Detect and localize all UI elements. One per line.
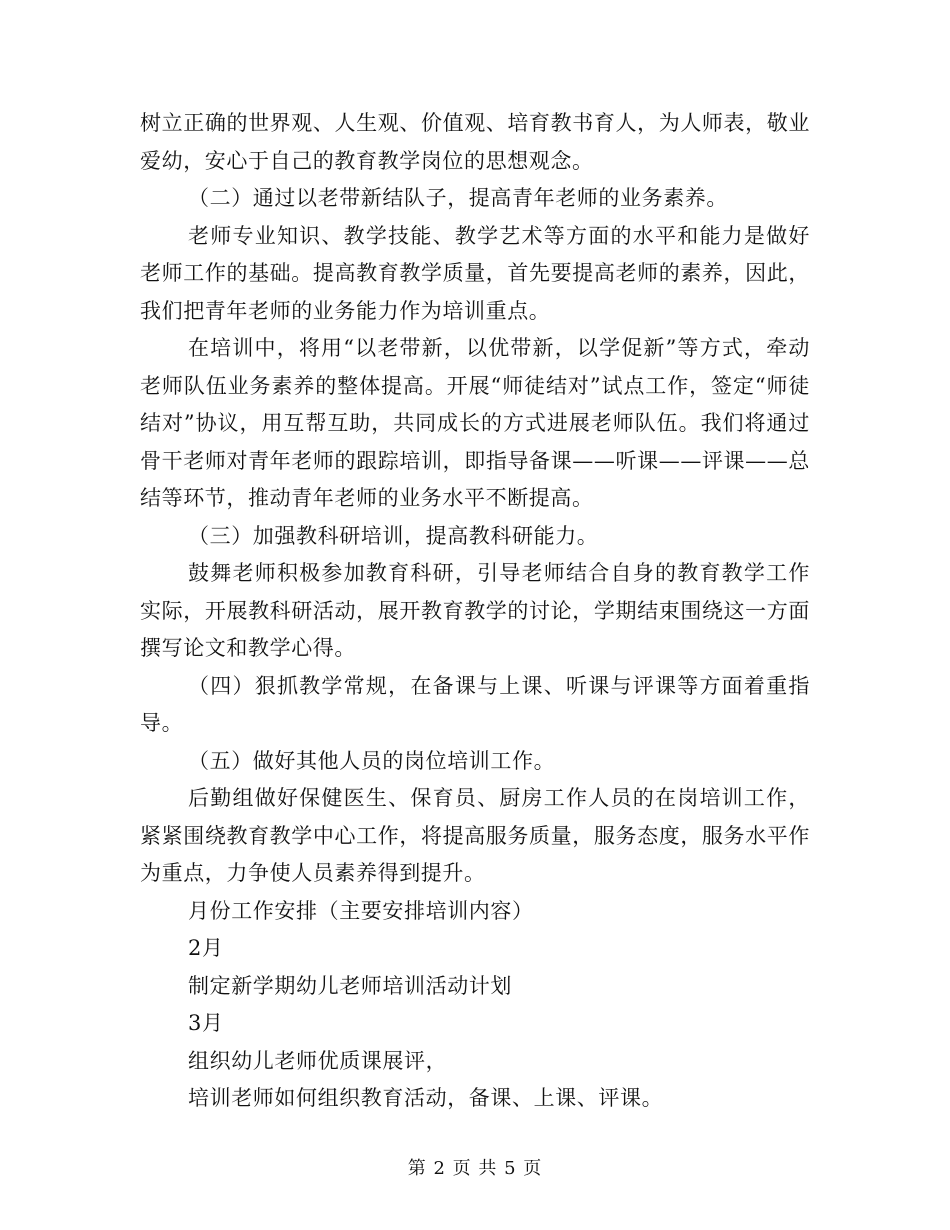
schedule-item: 制定新学期幼儿老师培训活动计划 [188,973,512,998]
paragraph: 树立正确的世界观、人生观、价值观、培育教书育人，为人师表，敬业爱幼，安心于自己的教育教学岗位的思想观念。 [140,111,810,173]
paragraph: 老师专业知识、教学技能、教学艺术等方面的水平和能力是做好老师工作的基础。提高教育教学质量，首先要提高老师的素养，因此，我们把青年老师的业务能力作为培训重点。 [140,223,810,323]
paragraph: 鼓舞老师积极参加教育科研，引导老师结合自身的教育教学工作实际，开展教科研活动，展开教育教学的讨论，学期结束围绕这一方面撰写论文和教学心得。 [140,561,810,660]
schedule-item: 培训老师如何组织教育活动，备课、上课、评课。 [188,1086,664,1110]
section-heading-2: （二）通过以老带新结队子，提高青年老师的业务素养。 [188,186,728,210]
paragraph: 在培训中，将用“以老带新，以优带新，以学促新”等方式，牵动老师队伍业务素养的整体提高。开展“师徒结对”试点工作，签定“师徒结对”协议，用互帮互助，共同成长的方式进展老师队伍。我们将通过骨干老师对青年老师的跟踪培训，即指导备课——听课——评课——总结等环节，推动青年老师的业务水平不断提高。 [140,336,810,510]
schedule-item: 组织幼儿老师优质课展评， [188,1048,448,1073]
schedule-month: 2月 [188,936,224,960]
page-footer: 第 2 页 共 5 页 [407,1158,543,1179]
document-body [140,105,810,1118]
section-heading-5: （五）做好其他人员的岗位培训工作。 [188,748,556,773]
schedule-month: 3月 [188,1011,224,1035]
section-heading-3: （三）加强教科研培训，提高教科研能力。 [188,523,599,548]
paragraph: 后勤组做好保健医生、保育员、厨房工作人员的在岗培训工作，紧紧围绕教育教学中心工作，将提高服务质量，服务态度，服务水平作为重点，力争使人员素养得到提升。 [140,786,810,885]
section-heading-4: （四）狠抓教学常规，在备课与上课、听课与评课等方面着重指导。 [140,673,810,735]
schedule-heading: 月份工作安排（主要安排培训内容） [188,898,534,923]
